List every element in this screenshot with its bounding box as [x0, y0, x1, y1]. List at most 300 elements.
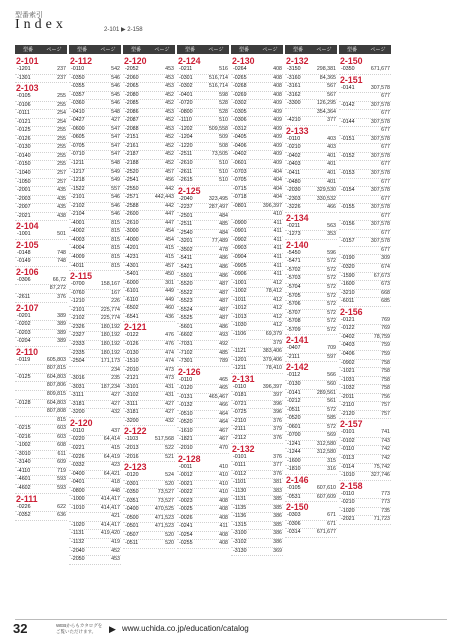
- model-suffix: -0352: [17, 512, 31, 519]
- index-entry: [285, 144, 337, 153]
- page-ref: 572: [327, 301, 336, 308]
- model-suffix: -0140: [17, 152, 31, 159]
- index-entry: [177, 83, 229, 92]
- index-title: Index: [15, 17, 67, 32]
- page-ref: 596: [327, 249, 336, 256]
- model-suffix: -1131: [233, 496, 247, 503]
- model-suffix: -0130: [17, 144, 31, 151]
- index-entry: [231, 384, 283, 393]
- model-suffix: -1600: [341, 281, 355, 288]
- page-ref: 465: [219, 385, 228, 392]
- index-entry: [231, 169, 283, 178]
- page-ref: 78,759: [373, 333, 390, 340]
- index-entry: [15, 468, 67, 477]
- model-suffix: -2087: [125, 117, 139, 124]
- page-ref: 234: [111, 366, 120, 373]
- index-entry: [339, 317, 391, 326]
- page-ref: 386: [273, 538, 282, 545]
- index-entry: [69, 228, 121, 237]
- page-ref: 397: [273, 392, 282, 399]
- model-suffix: -1020: [341, 507, 355, 514]
- page-ref: 187,234: [100, 383, 120, 390]
- group-heading: 2-157: [340, 419, 363, 430]
- page-ref: 301: [165, 279, 174, 286]
- index-column: [15, 45, 67, 605]
- model-suffix: -1202: [179, 125, 193, 132]
- page-ref: 516: [219, 66, 228, 72]
- index-entry: [15, 434, 67, 443]
- group-heading: 2-128: [178, 453, 201, 464]
- page-ref: 673: [381, 281, 390, 288]
- model-suffix: -0254: [179, 531, 193, 538]
- page-ref: 411: [219, 523, 228, 530]
- index-entry: [69, 143, 121, 152]
- model-suffix: -2550: [125, 185, 139, 192]
- index-entry: [285, 390, 337, 399]
- page-ref: 674: [381, 264, 390, 271]
- index-entry: [69, 384, 121, 393]
- page-ref: 453: [165, 108, 174, 115]
- page-ref: 598: [219, 91, 228, 98]
- index-entry: [123, 177, 175, 186]
- model-suffix: -1010: [341, 472, 355, 479]
- group-heading: 2-120: [70, 417, 93, 428]
- model-suffix: -6000: [125, 279, 139, 286]
- model-suffix: -2588: [125, 202, 139, 209]
- model-suffix: -3101: [125, 383, 139, 390]
- page-ref: 528: [219, 100, 228, 107]
- page-ref: 298,381: [316, 66, 336, 72]
- page-ref: 677: [381, 195, 390, 202]
- index-entry: [231, 471, 283, 480]
- index-entry: [177, 160, 229, 169]
- index-entry: [15, 204, 67, 213]
- index-entry: [285, 179, 337, 188]
- page-ref: 435: [57, 195, 66, 202]
- model-suffix: -0306: [17, 276, 31, 283]
- model-suffix: -1002: [17, 442, 31, 449]
- model-suffix: -0801: [233, 202, 247, 209]
- index-entry: [285, 310, 337, 319]
- model-suffix: -0403: [341, 342, 355, 349]
- page-ref: 354,364: [316, 108, 336, 115]
- index-entry: [15, 338, 67, 347]
- model-suffix: -3016: [71, 375, 85, 382]
- page-ref: 593: [57, 484, 66, 491]
- index-entry: [69, 83, 121, 92]
- model-suffix: -2065: [125, 83, 139, 90]
- page-ref: 423: [111, 462, 120, 469]
- index-entry: [69, 462, 121, 471]
- catalog-url-link[interactable]: www.uchida.co.jp/education/catalog: [122, 624, 249, 633]
- index-entry: [339, 161, 391, 170]
- page-ref: 225,774: [100, 315, 120, 322]
- index-entry: [69, 358, 121, 367]
- model-suffix: -1131: [71, 530, 85, 537]
- page-ref: 453: [165, 125, 174, 132]
- page-ref: 377: [327, 117, 336, 124]
- index-entry: [231, 143, 283, 152]
- index-entry: [285, 83, 337, 92]
- model-suffix: -0110: [341, 446, 355, 453]
- page-ref: 546: [111, 194, 120, 201]
- index-entry: [339, 196, 391, 205]
- page-ref: 323,495: [208, 195, 228, 202]
- page-ref: 476: [165, 332, 174, 339]
- index-entry: [177, 506, 229, 515]
- page-ref: 408: [273, 83, 282, 90]
- index-entry: [231, 237, 283, 246]
- page-ref: 408: [273, 91, 282, 98]
- page-ref: 404: [273, 194, 282, 201]
- column-header: [15, 45, 67, 54]
- group-heading: 2-101: [16, 56, 39, 66]
- page-number: 32: [13, 621, 28, 636]
- page-ref: 414,417: [100, 496, 120, 503]
- page-ref: 517,568: [154, 436, 174, 443]
- page-ref: 604,803: [46, 399, 66, 406]
- page-ref: 486: [219, 264, 228, 271]
- page-ref: 369: [273, 547, 282, 554]
- model-suffix: -1510: [125, 358, 139, 365]
- index-entry: [285, 458, 337, 467]
- header-model: 型番: [238, 47, 249, 53]
- page-ref: 226: [111, 298, 120, 305]
- model-suffix: -5703: [287, 275, 301, 282]
- page-ref: 383,406: [262, 348, 282, 355]
- index-entry: [231, 513, 283, 522]
- model-suffix: -0226: [17, 503, 31, 510]
- page-ref: 758: [381, 376, 390, 383]
- page-ref: 307,578: [370, 204, 390, 211]
- header-page: ページ: [100, 47, 116, 53]
- page-ref: 410: [219, 489, 228, 496]
- model-suffix: -2088: [125, 125, 139, 132]
- page-ref: 572: [327, 309, 336, 316]
- index-entry: [231, 340, 283, 349]
- index-entry: [123, 117, 175, 126]
- group-heading: 2-106: [16, 266, 39, 277]
- model-suffix: -2080: [125, 91, 139, 98]
- index-entry: [285, 117, 337, 126]
- page-ref: 487: [219, 298, 228, 305]
- model-suffix: -0405: [233, 134, 247, 141]
- model-suffix: -5450: [287, 249, 301, 256]
- index-entry: [177, 177, 229, 186]
- index-entry: [231, 228, 283, 237]
- page-ref: 84,365: [319, 74, 336, 81]
- index-entry: [15, 451, 67, 460]
- model-suffix: -0507: [125, 531, 139, 538]
- page-ref: 287,497: [208, 204, 228, 211]
- model-suffix: -0201: [17, 312, 31, 319]
- index-entry: [231, 392, 283, 401]
- model-suffix: -6110: [125, 296, 139, 303]
- model-suffix: -0401: [179, 91, 193, 98]
- page-ref: 404: [273, 185, 282, 192]
- page-ref: 809,815: [46, 390, 66, 397]
- index-entry: [339, 351, 391, 360]
- page-ref: 546: [111, 74, 120, 81]
- index-entry: [177, 196, 229, 205]
- page-ref: 572: [327, 284, 336, 291]
- page-ref: 255: [57, 144, 66, 151]
- model-suffix: -2050: [71, 556, 85, 563]
- page-ref: 307,578: [370, 118, 390, 125]
- index-entry: [339, 255, 391, 264]
- page-ref: 421: [111, 513, 120, 520]
- model-suffix: -0510: [179, 410, 193, 417]
- group-heading: 2-107: [16, 302, 39, 313]
- header-model: 型番: [22, 47, 33, 53]
- page-ref: 427: [111, 392, 120, 399]
- model-suffix: -0211: [287, 222, 301, 229]
- index-entry: [15, 161, 67, 170]
- header-page: ページ: [370, 47, 386, 53]
- index-entry: [231, 245, 283, 254]
- index-entry: [231, 271, 283, 280]
- page-ref: 457: [165, 168, 174, 175]
- page-ref: 758: [381, 368, 390, 375]
- page-ref: 87,272: [49, 285, 66, 292]
- model-suffix: -0105: [287, 484, 301, 491]
- page-ref: 508: [219, 142, 228, 149]
- index-entry: [69, 454, 121, 463]
- page-ref: 412: [273, 279, 282, 286]
- group-heading: 2-105: [16, 239, 39, 250]
- page-ref: 408: [219, 514, 228, 521]
- index-entry: [69, 428, 121, 437]
- index-entry: [231, 297, 283, 306]
- index-entry: [285, 170, 337, 179]
- index-entry: [123, 401, 175, 410]
- index-entry: [123, 92, 175, 101]
- model-suffix: -3100: [233, 530, 247, 537]
- index-entry: [69, 194, 121, 203]
- index-entry: [231, 288, 283, 297]
- index-entry: [177, 498, 229, 507]
- index-entry: [123, 375, 175, 384]
- page-ref: 454: [165, 236, 174, 243]
- group-heading: 2-104: [16, 221, 39, 232]
- page-ref: 435: [57, 187, 66, 194]
- page-ref: 567: [327, 83, 336, 90]
- page-ref: 520: [165, 531, 174, 538]
- index-entry: [231, 194, 283, 203]
- model-suffix: -0105: [17, 93, 31, 100]
- model-suffix: -4009: [71, 254, 85, 261]
- page-ref: 330,532: [316, 195, 336, 202]
- index-entry: [15, 196, 67, 205]
- index-entry: [177, 281, 229, 290]
- page-ref: 542: [111, 66, 120, 72]
- model-suffix: -0305: [233, 108, 247, 115]
- page-ref: 411: [273, 228, 282, 235]
- index-entry: [69, 117, 121, 126]
- index-entry: [339, 204, 391, 213]
- model-suffix: -4004: [71, 245, 85, 252]
- index-entry: [69, 556, 121, 565]
- index-entry: [69, 169, 121, 178]
- index-entry: [15, 75, 67, 84]
- page-ref: 442: [165, 185, 174, 192]
- page-ref: 327,746: [370, 472, 390, 479]
- page-ref: 492: [219, 340, 228, 347]
- index-entry: [285, 466, 337, 475]
- index-entry: [177, 230, 229, 239]
- index-entry: [339, 377, 391, 386]
- index-entry: [123, 418, 175, 427]
- index-entry: [177, 143, 229, 152]
- index-entry: [177, 75, 229, 84]
- model-suffix: -7102: [179, 349, 193, 356]
- index-entry: [339, 153, 391, 162]
- model-suffix: -0350: [71, 74, 85, 81]
- model-suffix: -1013: [233, 313, 247, 320]
- page-ref: 431: [165, 392, 174, 399]
- model-suffix: -0355: [71, 83, 85, 90]
- page-ref: 487: [219, 315, 228, 322]
- index-entry: [231, 92, 283, 101]
- model-suffix: -2102: [71, 315, 85, 322]
- page-ref: 452: [165, 100, 174, 107]
- index-entry: [177, 377, 229, 386]
- model-suffix: -1110: [179, 117, 192, 124]
- page-ref: 815: [111, 236, 120, 243]
- index-range: 2-101 ▶ 2-158: [104, 27, 143, 33]
- model-suffix: -0130: [287, 380, 301, 387]
- page-ref: 401: [327, 161, 336, 168]
- page-ref: 415: [111, 444, 120, 451]
- page-ref: 452: [111, 547, 120, 554]
- model-suffix: -2112: [233, 434, 247, 441]
- model-suffix: -1032: [341, 385, 355, 392]
- page-ref: 516,714: [208, 83, 228, 90]
- model-suffix: -0302: [233, 100, 247, 107]
- model-suffix: -2611: [17, 294, 31, 301]
- model-suffix: -0111: [17, 110, 30, 117]
- model-suffix: -2040: [179, 195, 193, 202]
- index-entry: [123, 472, 175, 481]
- index-entry: [123, 481, 175, 490]
- page-ref: 386: [273, 513, 282, 520]
- page-ref: 609: [57, 459, 66, 466]
- model-suffix: -2327: [71, 332, 85, 339]
- page-ref: 254: [57, 110, 66, 117]
- index-entry: [123, 263, 175, 272]
- model-suffix: -5522: [179, 289, 193, 296]
- page-ref: 748: [57, 249, 66, 256]
- index-entry: [231, 435, 283, 444]
- group-heading: 2-146: [286, 474, 309, 485]
- page-ref: 309: [381, 255, 390, 262]
- model-suffix: -0110: [341, 490, 355, 497]
- index-entry: [15, 136, 67, 145]
- page-ref: 549: [111, 168, 120, 175]
- model-suffix: -0601: [287, 423, 301, 430]
- model-suffix: -4003: [71, 236, 85, 243]
- index-entry: [339, 499, 391, 508]
- index-entry: [69, 548, 121, 557]
- index-entry: [69, 367, 121, 376]
- index-entry: [177, 402, 229, 411]
- model-suffix: -1244: [287, 449, 301, 456]
- model-suffix: -3200: [125, 417, 139, 424]
- model-suffix: -5706: [287, 301, 301, 308]
- page-ref: 408: [219, 531, 228, 538]
- index-entry: [285, 512, 337, 521]
- index-entry: [123, 392, 175, 401]
- page-ref: 677: [381, 161, 390, 168]
- model-suffix: -0411: [287, 170, 301, 177]
- index-entry: [285, 327, 337, 336]
- index-entry: [231, 365, 283, 374]
- page-ref: 453: [165, 83, 174, 90]
- page-ref: 386: [273, 530, 282, 537]
- model-suffix: -0141: [341, 84, 355, 91]
- model-suffix: -0800: [179, 108, 193, 115]
- model-suffix: -0152: [341, 152, 355, 159]
- model-suffix: -0306: [233, 117, 247, 124]
- page-ref: 563: [327, 222, 336, 229]
- group-heading: 2-133: [286, 125, 309, 136]
- model-suffix: -7301: [179, 358, 193, 365]
- model-suffix: -0511: [125, 540, 139, 547]
- page-ref: 412: [273, 305, 282, 312]
- model-suffix: -0268: [233, 83, 247, 90]
- index-entry: [339, 221, 391, 230]
- model-suffix: -1001: [233, 279, 247, 286]
- index-entry: [123, 409, 175, 418]
- page-ref: 312,580: [316, 449, 336, 456]
- index-entry: [177, 428, 229, 437]
- index-entry: [177, 213, 229, 222]
- index-entry: [285, 424, 337, 433]
- page-ref: 449: [165, 296, 174, 303]
- model-suffix: -6602: [179, 332, 193, 339]
- page-ref: 546: [111, 100, 120, 107]
- index-entry: [339, 247, 391, 256]
- page-ref: 470,525: [154, 506, 174, 513]
- index-entry: [69, 401, 121, 410]
- model-suffix: -0102: [341, 437, 355, 444]
- index-entry: [123, 194, 175, 203]
- model-suffix: -0255: [179, 540, 193, 547]
- model-suffix: -0500: [125, 514, 139, 521]
- model-suffix: -0204: [17, 338, 31, 345]
- model-suffix: -2011: [341, 393, 355, 400]
- index-entry: [177, 221, 229, 230]
- model-suffix: -5709: [287, 326, 301, 333]
- index-entry: [231, 151, 283, 160]
- model-suffix: -2501: [179, 212, 193, 219]
- index-entry: [69, 92, 121, 101]
- page-ref: 432: [111, 409, 120, 416]
- index-entry: [285, 354, 337, 363]
- index-entry: [123, 186, 175, 195]
- page-ref: 476: [165, 340, 174, 347]
- model-suffix: -2021: [341, 516, 355, 523]
- model-suffix: -2303: [287, 195, 301, 202]
- model-suffix: -7031: [179, 340, 193, 347]
- model-suffix: -0265: [233, 74, 247, 81]
- model-suffix: -2111: [233, 426, 246, 433]
- model-suffix: -0157: [341, 238, 355, 245]
- index-entry: [123, 228, 175, 237]
- page-ref: 401: [327, 170, 336, 177]
- model-suffix: -2610: [125, 219, 139, 226]
- model-suffix: -1103: [125, 436, 139, 443]
